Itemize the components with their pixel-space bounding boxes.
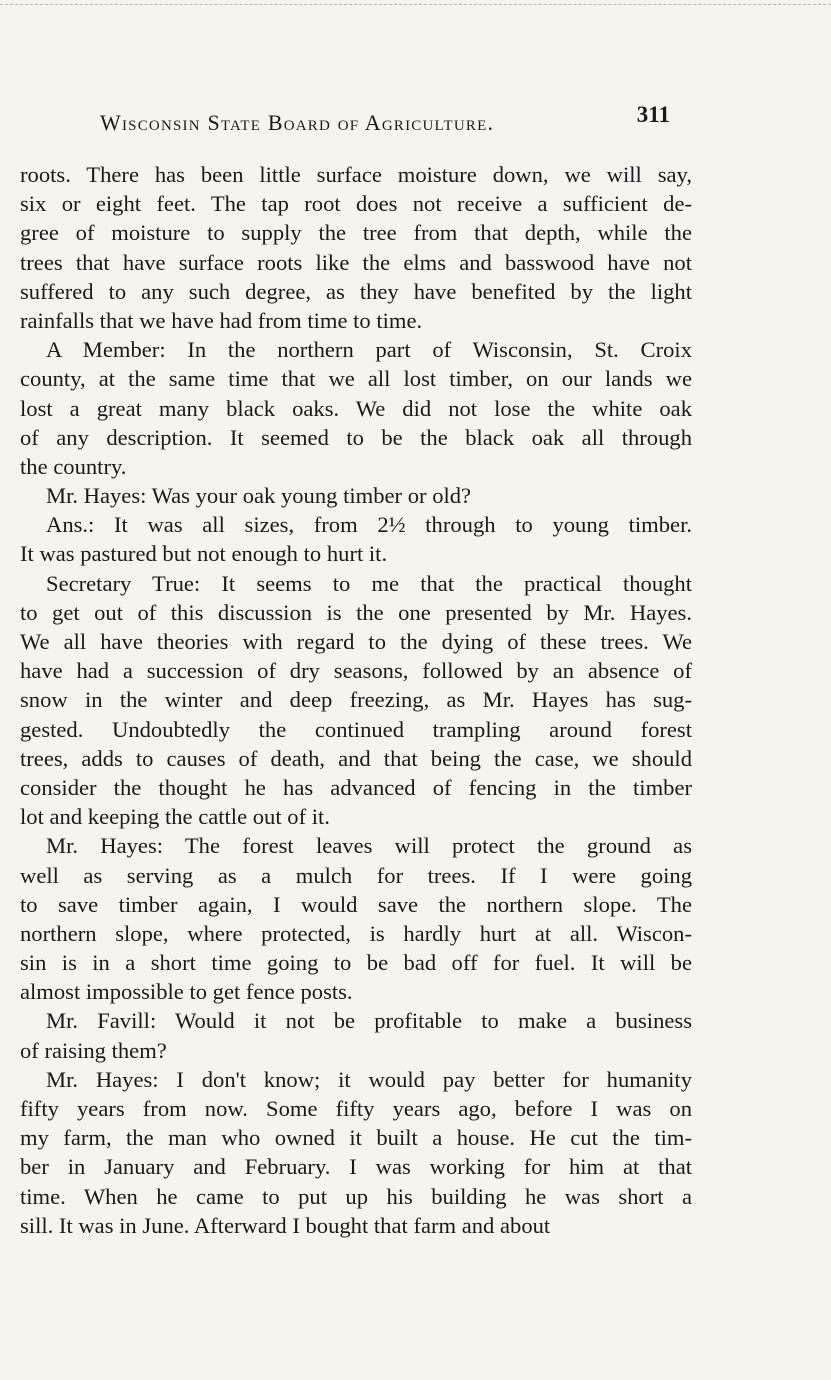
running-head	[100, 100, 680, 140]
text-line: snow in the winter and deep freezing, as Mr. Hayes has sug-	[20, 687, 692, 713]
text-line: almost impossible to get fence posts.	[20, 979, 353, 1005]
text-line: trees that have surface roots like the elms and basswood have not	[20, 249, 692, 275]
text-line: Mr. Hayes: Was your oak young timber or old?	[46, 483, 472, 509]
paragraph	[20, 160, 692, 335]
text-line: roots. There has been little surface moisture down, we will say,	[20, 162, 692, 187]
text-line: well as serving as a mulch for trees. If I were going	[20, 862, 692, 888]
text-line: to get out of this discussion is the one presented by Mr. Hayes.	[20, 599, 692, 625]
text-line: Secretary True: It seems to me that the practical thought	[46, 570, 692, 596]
text-line: It was pastured but not enough to hurt it.	[20, 541, 388, 567]
text-line: to save timber again, I would save the northern slope. The	[20, 891, 692, 917]
text-line: six or eight feet. The tap root does not receive a sufficient de-	[20, 191, 692, 217]
text-line: consider the thought he has advanced of fencing in the timber	[20, 774, 692, 800]
text-line: of any description. It seemed to be the black oak all through	[20, 424, 692, 450]
text-line: of raising them?	[20, 1037, 167, 1063]
text-line: rainfalls that we have had from time to time.	[20, 307, 423, 333]
text-line: We all have theories with regard to the dying of these trees. We	[20, 629, 692, 654]
paragraph	[20, 831, 692, 1006]
text-line: sill. It was in June. Afterward I bought that farm and about	[20, 1212, 551, 1238]
page-number: 311	[636, 102, 670, 127]
text-line: sin is in a short time going to be bad off for fuel. It will be	[20, 950, 692, 976]
text-line: trees, adds to causes of death, and that being the case, we should	[20, 745, 692, 771]
text-line: northern slope, where protected, is hardly hurt at all. Wiscon-	[20, 920, 692, 946]
text-line: suffered to any such degree, as they have benefited by the light	[20, 278, 692, 304]
text-line: county, at the same time that we all lost timber, on our lands we	[20, 366, 692, 392]
text-line: Mr. Favill: Would it not be profitable to make a business	[46, 1008, 692, 1034]
text-line: Ans.: It was all sizes, from 2½ through to young timber.	[46, 512, 692, 538]
text-line: Mr. Hayes: I don't know; it would pay better for humanity	[46, 1066, 692, 1092]
text-line: gested. Undoubtedly the continued trampling around forest	[20, 716, 692, 742]
paragraph	[20, 481, 692, 510]
text-line: the country.	[20, 453, 127, 479]
text-line: lot and keeping the cattle out of it.	[20, 804, 330, 830]
page-top-edge	[0, 4, 831, 5]
text-line: gree of moisture to supply the tree from that depth, while the	[20, 220, 692, 246]
paragraph	[20, 569, 692, 832]
text-line: fifty years from now. Some fifty years ago, before I was on	[20, 1096, 692, 1121]
text-line: A Member: In the northern part of Wisconsin, St. Croix	[46, 337, 692, 363]
running-title: Wisconsin State Board of Agriculture.	[100, 110, 495, 135]
paragraph	[20, 1006, 692, 1064]
text-line: time. When he came to put up his building he was short a	[20, 1183, 692, 1209]
text-line: my farm, the man who owned it built a house. He cut the tim-	[20, 1125, 692, 1151]
body-text	[20, 160, 692, 1240]
text-line: lost a great many black oaks. We did not lose the white oak	[20, 395, 692, 421]
paragraph	[20, 1065, 692, 1240]
paragraph	[20, 335, 692, 481]
paragraph	[20, 510, 692, 568]
text-line: Mr. Hayes: The forest leaves will protect the ground as	[46, 833, 692, 859]
text-line: ber in January and February. I was working for him at that	[20, 1154, 692, 1180]
text-line: have had a succession of dry seasons, followed by an absence of	[20, 658, 692, 684]
